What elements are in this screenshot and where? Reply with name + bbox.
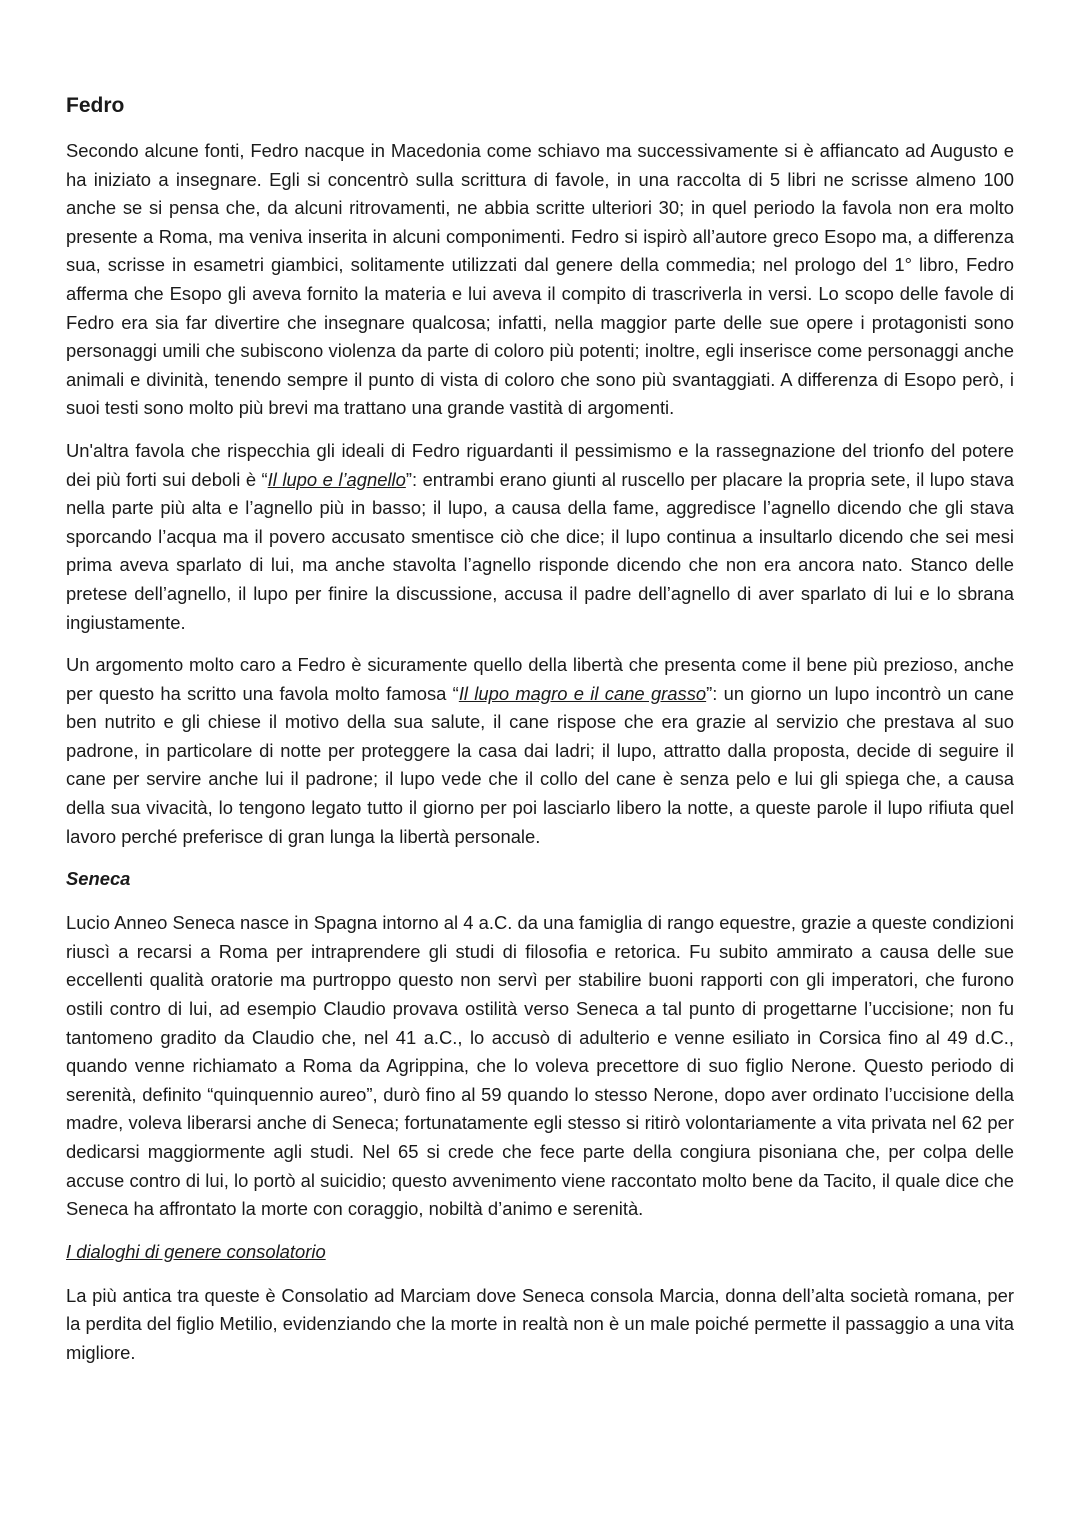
fedro-p2-text-after: ”: entrambi erano giunti al ruscello per placare la propria sete, il lupo stava nella parte più alta e l’agnello più in basso; il lupo, a causa della fame, aggredisce l’agnello dicendo che gli stava sporcando l’acqua ma il povero accusato smentisce ciò che dice; il lupo continua a insultarlo dicendo che sei mesi prima aveva sparlato di lui, ma anche stavolta l’agnello risponde dicendo che non era ancora nato. Stanco delle pretese dell’agnello, il lupo per finire la discussione, accusa il padre dell’agnello di aver sparlato di lui e lo sbrana ingiustamente.: [66, 468, 1014, 633]
fedro-p2-text-before: Un'altra favola che rispecchia gli ideali di Fedro riguardanti il pessimismo e la rassegnazione del trionfo del potere dei più forti sui deboli è “: [66, 439, 1014, 490]
fedro-p3-text-after: ”: un giorno un lupo incontrò un cane ben nutrito e gli chiese il motivo della sua salute, il cane rispose che era grazie al servizio che prestava al suo padrone, in particolare di notte per proteggere la casa dai ladri; il lupo, attratto dalla proposta, decide di seguire il cane per servire anche lui il padrone; il lupo vede che il collo del cane è senza pelo e lui gli spiega che, a causa della sua vivacità, lo tengono legato tutto il giorno per poi lasciarlo libero la notte, a queste parole il lupo rifiuta quel lavoro perché preferisce di gran lunga la libertà personale.: [66, 682, 1014, 847]
seneca-paragraph-2: La più antica tra queste è Consolatio ad Marciam dove Seneca consola Marcia, donna dell’alta società romana, per la perdita del figlio Metilio, evidenziando che la morte in realtà non è un male poiché permette il passaggio a una vita migliore.: [66, 1284, 1014, 1363]
page-title: Fedro: [66, 94, 125, 117]
fedro-paragraph-1: Secondo alcune fonti, Fedro nacque in Macedonia come schiavo ma successivamente si è affiancato ad Augusto e ha iniziato a insegnare. Egli si concentrò sulla scrittura di favole, in una raccolta di 5 libri ne scrisse almeno 100 anche se si pensa che, da alcuni ritrovamenti, ne abbia scritte ulteriori 30; in quel periodo la favola non era molto presente a Roma, ma veniva inserita in alcuni componimenti. Fedro si ispirò all’autore greco Esopo ma, a differenza sua, scrisse in esametri giambici, solitamente utilizzati dal genere della commedia; nel prologo del 1° libro, Fedro afferma che Esopo gli aveva fornito la materia e lui aveva il compito di trascriverla in versi. Lo scopo delle favole di Fedro era sia far divertire che insegnare qualcosa; infatti, nella maggior parte delle sue opere i protagonisti sono personaggi umili che subiscono violenza da parte di coloro più potenti; inoltre, egli inserisce come personaggi anche animali e divinità, tenendo sempre il punto di vista di coloro che sono più svantaggiati. A differenza di Esopo però, i suoi testi sono molto più brevi ma trattano una grande vastità di argomenti.: [66, 140, 1014, 419]
work-title-lupo-cane: Il lupo magro e il cane grasso: [458, 682, 707, 704]
subsection-heading-dialoghi: I dialoghi di genere consolatorio: [66, 1240, 326, 1262]
fedro-paragraph-2: [66, 437, 1014, 637]
work-title-lupo-agnello: Il lupo e l’agnello: [267, 468, 406, 490]
section-heading-seneca: Seneca: [66, 868, 131, 890]
seneca-paragraph-1: Lucio Anneo Seneca nasce in Spagna intorno al 4 a.C. da una famiglia di rango equestre, grazie a queste condizioni riuscì a recarsi a Roma per intraprendere gli studi di filosofia e retorica. Fu subito ammirato a causa delle sue eccellenti qualità oratorie ma purtroppo questo non servì per stabilire buoni rapporti con gli imperatori, che furono ostili contro di lui, ad esempio Claudio provava ostilità verso Seneca a tal punto di progettarne l’uccisione; non fu tantomeno gradito da Claudio che, nel 41 a.C., lo accusò di adulterio e venne esiliato in Corsica fino al 49 d.C., quando venne richiamato a Roma da Agrippina, che lo voleva precettore di suo figlio Nerone. Questo periodo di serenità, definito “quinquennio aureo”, durò fino al 59 quando lo stesso Nerone, dopo aver ordinato l’uccisione della madre, voleva liberarsi anche di Seneca; fortunatamente egli stesso si ritirò volontariamente a vita privata nel 62 per dedicarsi maggiormente agli studi. Nel 65 si crede che fece parte della congiura pisoniana che, per colpa delle accuse contro di lui, lo portò al suicidio; questo avvenimento viene raccontato molto bene da Tacito, il quale dice che Seneca ha affrontato la morte con coraggio, nobiltà d’animo e serenità.: [66, 912, 1014, 1220]
fedro-paragraph-3: [66, 651, 1014, 851]
fedro-p3-text-before: Un argomento molto caro a Fedro è sicuramente quello della libertà che presenta come il bene più prezioso, anche per questo ha scritto una favola molto famosa “: [66, 654, 1014, 704]
